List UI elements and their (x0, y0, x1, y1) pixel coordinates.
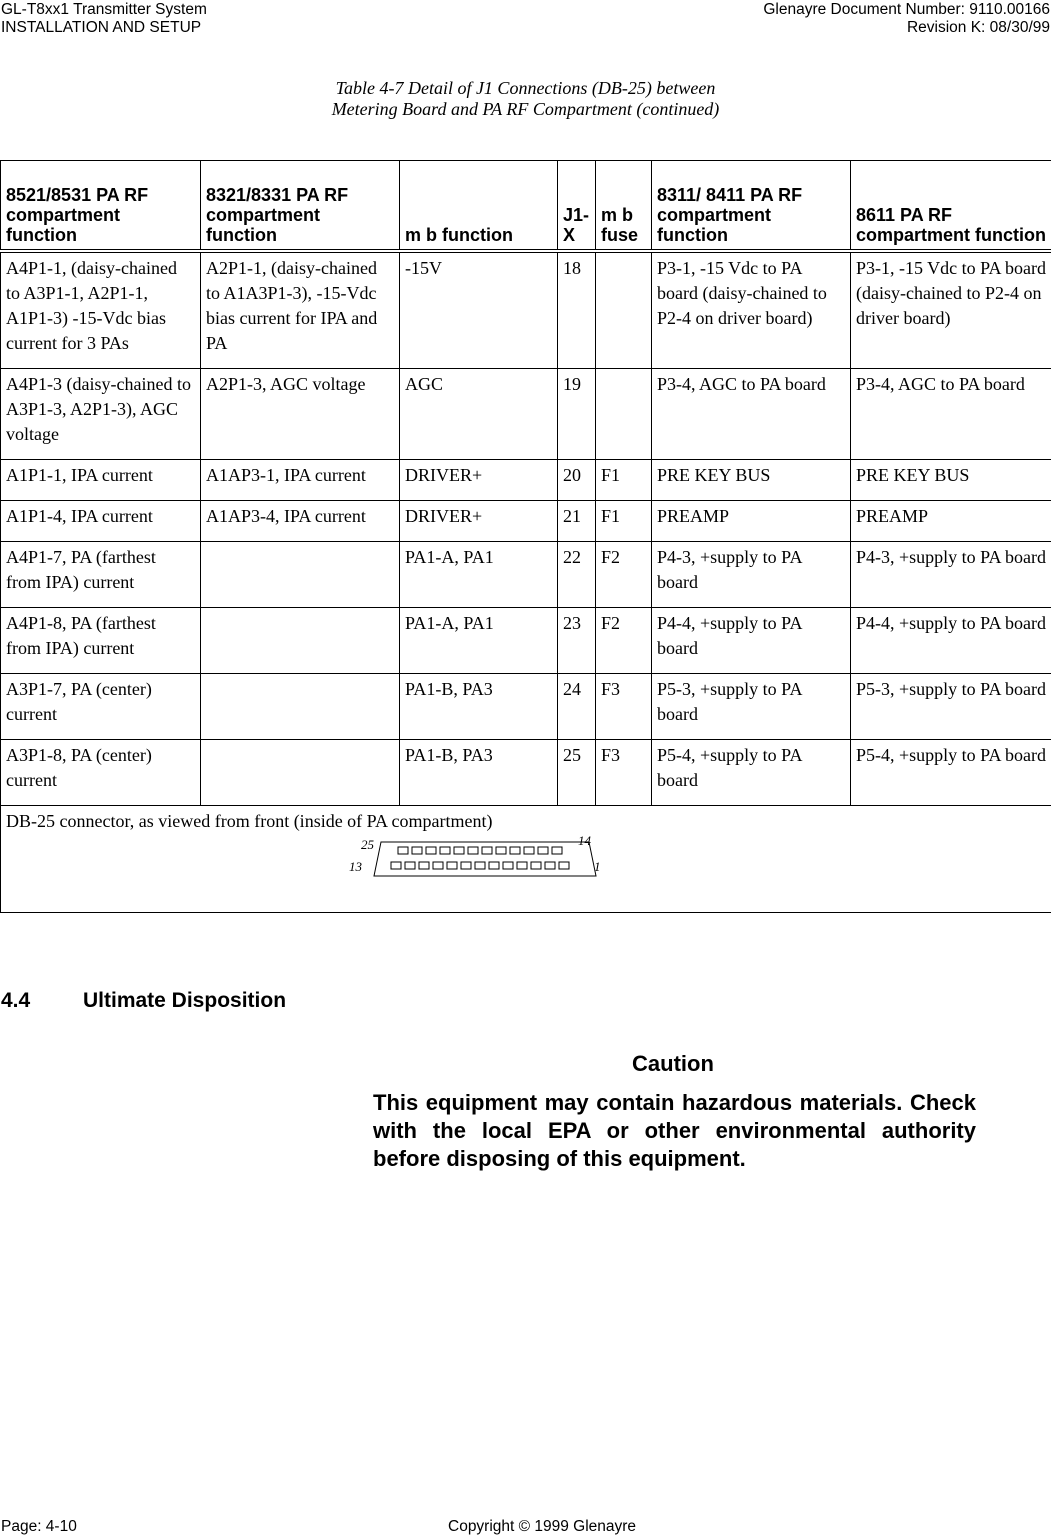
table-cell: F2 (596, 608, 652, 674)
table-cell: P3-4, AGC to PA board (652, 369, 851, 460)
connector-pin (433, 862, 443, 869)
table-cell: A3P1-7, PA (center) current (1, 674, 201, 740)
db25-top-pins (398, 847, 562, 854)
table-cell: 18 (558, 251, 596, 369)
connector-pin (482, 847, 492, 854)
connector-pin (531, 862, 541, 869)
table-cell: DRIVER+ (400, 501, 558, 542)
table-cell: F3 (596, 674, 652, 740)
db25-connector-diagram (6, 834, 1045, 900)
table-footer-row (1, 806, 1051, 913)
table-cell (596, 369, 652, 460)
column-header: 8321/8331 PA RF compartment function (201, 161, 400, 252)
table-cell: F2 (596, 542, 652, 608)
table-cell: A1P1-1, IPA current (1, 460, 201, 501)
table-cell: PRE KEY BUS (851, 460, 1051, 501)
table-cell: PREAMP (652, 501, 851, 542)
table-caption-line2: Metering Board and PA RF Compartment (continued) (331, 99, 720, 119)
caution-text: This equipment may contain hazardous materials. Check with the local EPA or other environmental authority before disposing of this equipment. (373, 1090, 976, 1171)
table-row (1, 369, 1051, 460)
table-cell: P5-4, +supply to PA board (652, 740, 851, 806)
connector-pin (538, 847, 548, 854)
table-cell: P5-3, +supply to PA board (851, 674, 1051, 740)
table-row (1, 542, 1051, 608)
connector-pin (447, 862, 457, 869)
connector-pin (510, 847, 520, 854)
table-cell (201, 608, 400, 674)
table-cell: -15V (400, 251, 558, 369)
table-row (1, 501, 1051, 542)
connector-pin (419, 862, 429, 869)
table-cell: DRIVER+ (400, 460, 558, 501)
table-cell: P4-3, +supply to PA board (652, 542, 851, 608)
connector-pin (503, 862, 513, 869)
table-cell: P4-4, +supply to PA board (652, 608, 851, 674)
table-cell: P5-4, +supply to PA board (851, 740, 1051, 806)
connector-pin (552, 847, 562, 854)
connector-pin (545, 862, 555, 869)
table-caption (0, 78, 1051, 120)
connector-pin (559, 862, 569, 869)
pin-label-13: 13 (349, 859, 362, 874)
page-number: Page: 4-10 (1, 1518, 77, 1535)
table-cell: A4P1-1, (daisy-chained to A3P1-1, A2P1-1, A1P1-3) -15-Vdc bias current for 3 PAs (1, 251, 201, 369)
table-cell: 21 (558, 501, 596, 542)
page-header-left (1, 1, 207, 37)
table-cell: 22 (558, 542, 596, 608)
table-cell: P4-3, +supply to PA board (851, 542, 1051, 608)
table-cell: 25 (558, 740, 596, 806)
db25-bottom-pins (391, 862, 569, 869)
table-cell: F3 (596, 740, 652, 806)
revision: Revision K: 08/30/99 (906, 19, 1050, 36)
table-header-row (1, 161, 1051, 252)
connector-pin (517, 862, 527, 869)
connector-cell (1, 806, 1051, 913)
table-cell: PA1-B, PA3 (400, 740, 558, 806)
connector-pin (454, 847, 464, 854)
section-name: INSTALLATION AND SETUP (1, 19, 202, 36)
caution-title: Caution (632, 1051, 714, 1076)
section-heading (1, 988, 286, 1014)
table-cell: P3-1, -15 Vdc to PA board (daisy-chained to P2-4 on driver board) (851, 251, 1051, 369)
column-header: 8611 PA RF compartment function (851, 161, 1051, 252)
connector-pin (440, 847, 450, 854)
column-header: J1-X (558, 161, 596, 252)
column-header: 8521/8531 PA RF compartment function (1, 161, 201, 252)
document-number: Glenayre Document Number: 9110.00166 (763, 1, 1050, 18)
table-cell (201, 674, 400, 740)
copyright-notice: Copyright © 1999 Glenayre (448, 1518, 637, 1535)
table-cell: A1P1-4, IPA current (1, 501, 201, 542)
j1-connections-table (0, 160, 1051, 913)
connector-pin (412, 847, 422, 854)
table-cell: A4P1-3 (daisy-chained to A3P1-3, A2P1-3), AGC voltage (1, 369, 201, 460)
table-cell: A2P1-3, AGC voltage (201, 369, 400, 460)
table-cell: PA1-A, PA1 (400, 542, 558, 608)
table-cell: PA1-B, PA3 (400, 674, 558, 740)
table-cell (201, 542, 400, 608)
connector-pin (489, 862, 499, 869)
table-cell: 19 (558, 369, 596, 460)
table-cell: A2P1-1, (daisy-chained to A1A3P1-3), -15-Vdc bias current for IPA and PA (201, 251, 400, 369)
table-cell (596, 251, 652, 369)
table-cell: PRE KEY BUS (652, 460, 851, 501)
table-cell: F1 (596, 460, 652, 501)
table-cell: 20 (558, 460, 596, 501)
table-cell: 23 (558, 608, 596, 674)
pin-label-1: 1 (594, 859, 601, 874)
table-row (1, 460, 1051, 501)
table-row (1, 740, 1051, 806)
table-caption-line1: Table 4-7 Detail of J1 Connections (DB-25) between (335, 78, 716, 98)
connector-pin (496, 847, 506, 854)
table-cell: P3-4, AGC to PA board (851, 369, 1051, 460)
table-row (1, 251, 1051, 369)
table-cell: A3P1-8, PA (center) current (1, 740, 201, 806)
column-header: m b function (400, 161, 558, 252)
column-header: 8311/ 8411 PA RF compartment function (652, 161, 851, 252)
table-cell: P5-3, +supply to PA board (652, 674, 851, 740)
section-title: Ultimate Disposition (83, 989, 287, 1012)
table-cell: A1AP3-1, IPA current (201, 460, 400, 501)
connector-pin (405, 862, 415, 869)
pin-label-14: 14 (578, 834, 591, 848)
table-cell (201, 740, 400, 806)
connector-pin (524, 847, 534, 854)
table-row (1, 674, 1051, 740)
connector-pin (391, 862, 401, 869)
connector-caption: DB-25 connector, as viewed from front (inside of PA compartment) (6, 811, 493, 831)
table-cell: A1AP3-4, IPA current (201, 501, 400, 542)
connector-pin (426, 847, 436, 854)
document-title: GL-T8xx1 Transmitter System (1, 1, 207, 18)
page-header-right (763, 1, 1050, 37)
table-cell: AGC (400, 369, 558, 460)
table-cell: A4P1-7, PA (farthest from IPA) current (1, 542, 201, 608)
section-number: 4.4 (1, 989, 31, 1012)
table-cell: PA1-A, PA1 (400, 608, 558, 674)
table-cell: P4-4, +supply to PA board (851, 608, 1051, 674)
table-cell: F1 (596, 501, 652, 542)
table-cell: P3-1, -15 Vdc to PA board (daisy-chained to P2-4 on driver board) (652, 251, 851, 369)
table-row (1, 608, 1051, 674)
pin-label-25: 25 (361, 837, 374, 852)
table-cell: A4P1-8, PA (farthest from IPA) current (1, 608, 201, 674)
table-cell: PREAMP (851, 501, 1051, 542)
column-header: m b fuse (596, 161, 652, 252)
connector-pin (475, 862, 485, 869)
connector-pin (468, 847, 478, 854)
connector-pin (461, 862, 471, 869)
table-cell: 24 (558, 674, 596, 740)
connector-pin (398, 847, 408, 854)
